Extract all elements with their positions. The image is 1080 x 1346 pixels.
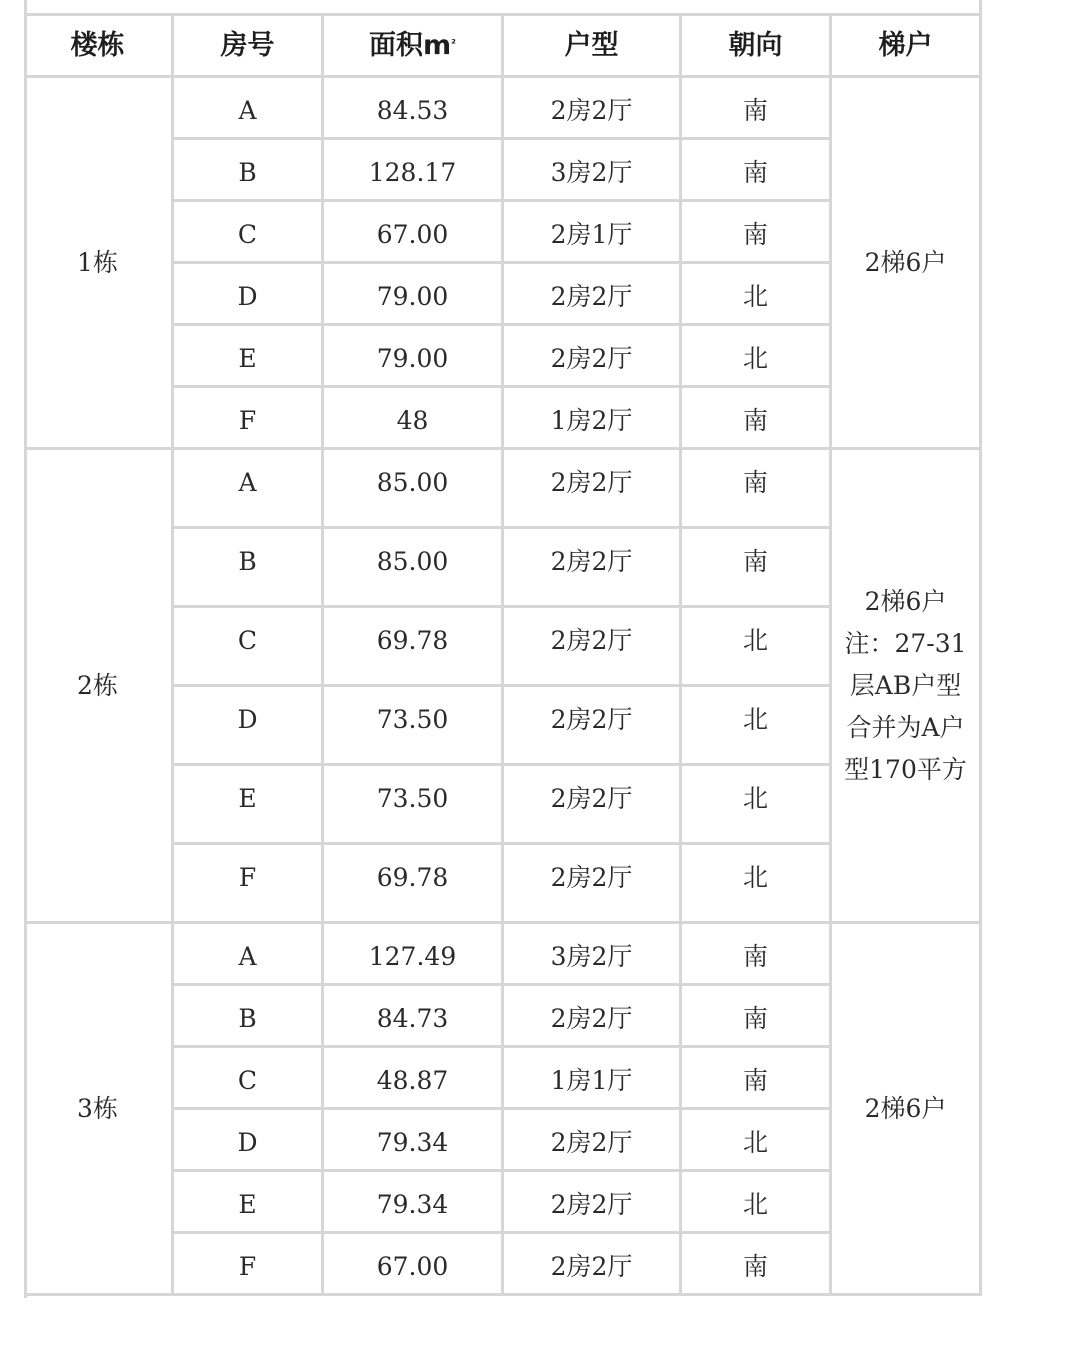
unit-cell: B bbox=[174, 529, 324, 608]
layout-cell: 2房2厅 bbox=[504, 1234, 682, 1296]
elevator-note-line: 型170平方 bbox=[844, 754, 967, 784]
orientation-cell: 北 bbox=[682, 766, 832, 845]
orientation-cell: 南 bbox=[682, 1048, 832, 1110]
area-cell: 79.34 bbox=[324, 1172, 504, 1234]
area-cell: 79.34 bbox=[324, 1110, 504, 1172]
layout-cell: 2房2厅 bbox=[504, 608, 682, 687]
elevator-note bbox=[844, 581, 967, 791]
unit-cell: A bbox=[174, 450, 324, 529]
unit-cell: D bbox=[174, 264, 324, 326]
unit-cell: A bbox=[174, 78, 324, 140]
orientation-cell: 南 bbox=[682, 140, 832, 202]
unit-cell: C bbox=[174, 1048, 324, 1110]
layout-cell: 2房2厅 bbox=[504, 1110, 682, 1172]
layout-cell: 2房2厅 bbox=[504, 986, 682, 1048]
area-cell: 84.73 bbox=[324, 986, 504, 1048]
orientation-cell: 北 bbox=[682, 326, 832, 388]
layout-cell: 3房2厅 bbox=[504, 140, 682, 202]
layout-cell: 1房2厅 bbox=[504, 388, 682, 450]
unit-cell: C bbox=[174, 202, 324, 264]
area-cell: 84.53 bbox=[324, 78, 504, 140]
building-name: 3栋 bbox=[24, 924, 174, 1296]
area-cell: 85.00 bbox=[324, 529, 504, 608]
header-layout: 户型 bbox=[504, 16, 682, 78]
layout-cell: 3房2厅 bbox=[504, 924, 682, 986]
orientation-cell: 北 bbox=[682, 1110, 832, 1172]
layout-cell: 2房2厅 bbox=[504, 264, 682, 326]
layout-cell: 2房2厅 bbox=[504, 78, 682, 140]
header-area-sup: ² bbox=[451, 36, 456, 50]
header-area-label: 面积m bbox=[369, 29, 452, 61]
orientation-cell: 北 bbox=[682, 845, 832, 924]
elevator-cell bbox=[832, 924, 982, 1296]
layout-cell: 2房2厅 bbox=[504, 766, 682, 845]
orientation-cell: 北 bbox=[682, 687, 832, 766]
orientation-cell: 南 bbox=[682, 78, 832, 140]
area-cell: 79.00 bbox=[324, 264, 504, 326]
unit-cell: C bbox=[174, 608, 324, 687]
unit-cell: B bbox=[174, 140, 324, 202]
area-cell: 69.78 bbox=[324, 608, 504, 687]
layout-cell: 2房2厅 bbox=[504, 450, 682, 529]
area-cell: 73.50 bbox=[324, 687, 504, 766]
header-unit: 房号 bbox=[174, 16, 324, 78]
elevator-note-line: 注：27-31 bbox=[844, 628, 967, 658]
area-cell: 69.78 bbox=[324, 845, 504, 924]
building-name: 2栋 bbox=[24, 450, 174, 924]
unit-cell: F bbox=[174, 845, 324, 924]
elevator-note bbox=[865, 1088, 947, 1130]
unit-cell: D bbox=[174, 1110, 324, 1172]
unit-cell: B bbox=[174, 986, 324, 1048]
orientation-cell: 南 bbox=[682, 202, 832, 264]
header-elevator: 梯户 bbox=[832, 16, 982, 78]
elevator-cell bbox=[832, 78, 982, 450]
elevator-note-line: 层AB户型 bbox=[849, 670, 962, 700]
unit-cell: E bbox=[174, 326, 324, 388]
header-building: 楼栋 bbox=[24, 16, 174, 78]
orientation-cell: 南 bbox=[682, 986, 832, 1048]
area-cell: 67.00 bbox=[324, 1234, 504, 1296]
elevator-note-line: 2梯6户 bbox=[864, 247, 947, 277]
elevator-note-line: 2梯6户 bbox=[864, 586, 947, 616]
layout-cell: 2房2厅 bbox=[504, 845, 682, 924]
layout-cell: 2房2厅 bbox=[504, 687, 682, 766]
orientation-cell: 南 bbox=[682, 529, 832, 608]
area-cell: 67.00 bbox=[324, 202, 504, 264]
area-cell: 79.00 bbox=[324, 326, 504, 388]
unit-cell: F bbox=[174, 1234, 324, 1296]
unit-cell: E bbox=[174, 1172, 324, 1234]
layout-cell: 1房1厅 bbox=[504, 1048, 682, 1110]
elevator-cell bbox=[832, 450, 982, 924]
unit-cell: A bbox=[174, 924, 324, 986]
unit-cell: F bbox=[174, 388, 324, 450]
orientation-cell: 南 bbox=[682, 388, 832, 450]
orientation-cell: 南 bbox=[682, 1234, 832, 1296]
unit-cell: D bbox=[174, 687, 324, 766]
header-orientation: 朝向 bbox=[682, 16, 832, 78]
area-cell: 48 bbox=[324, 388, 504, 450]
layout-cell: 2房2厅 bbox=[504, 529, 682, 608]
area-cell: 73.50 bbox=[324, 766, 504, 845]
area-cell: 127.49 bbox=[324, 924, 504, 986]
orientation-cell: 北 bbox=[682, 264, 832, 326]
orientation-cell: 北 bbox=[682, 608, 832, 687]
layout-cell: 2房2厅 bbox=[504, 1172, 682, 1234]
table-top-strip bbox=[24, 0, 982, 16]
area-cell: 128.17 bbox=[324, 140, 504, 202]
orientation-cell: 南 bbox=[682, 924, 832, 986]
layout-cell: 2房1厅 bbox=[504, 202, 682, 264]
area-cell: 85.00 bbox=[324, 450, 504, 529]
elevator-note-line: 2梯6户 bbox=[864, 1093, 947, 1123]
orientation-cell: 北 bbox=[682, 1172, 832, 1234]
area-cell: 48.87 bbox=[324, 1048, 504, 1110]
elevator-note bbox=[865, 242, 947, 284]
orientation-cell: 南 bbox=[682, 450, 832, 529]
elevator-note-line: 合并为A户 bbox=[846, 712, 965, 742]
header-area bbox=[324, 16, 504, 78]
building-name: 1栋 bbox=[24, 78, 174, 450]
layout-cell: 2房2厅 bbox=[504, 326, 682, 388]
unit-cell: E bbox=[174, 766, 324, 845]
